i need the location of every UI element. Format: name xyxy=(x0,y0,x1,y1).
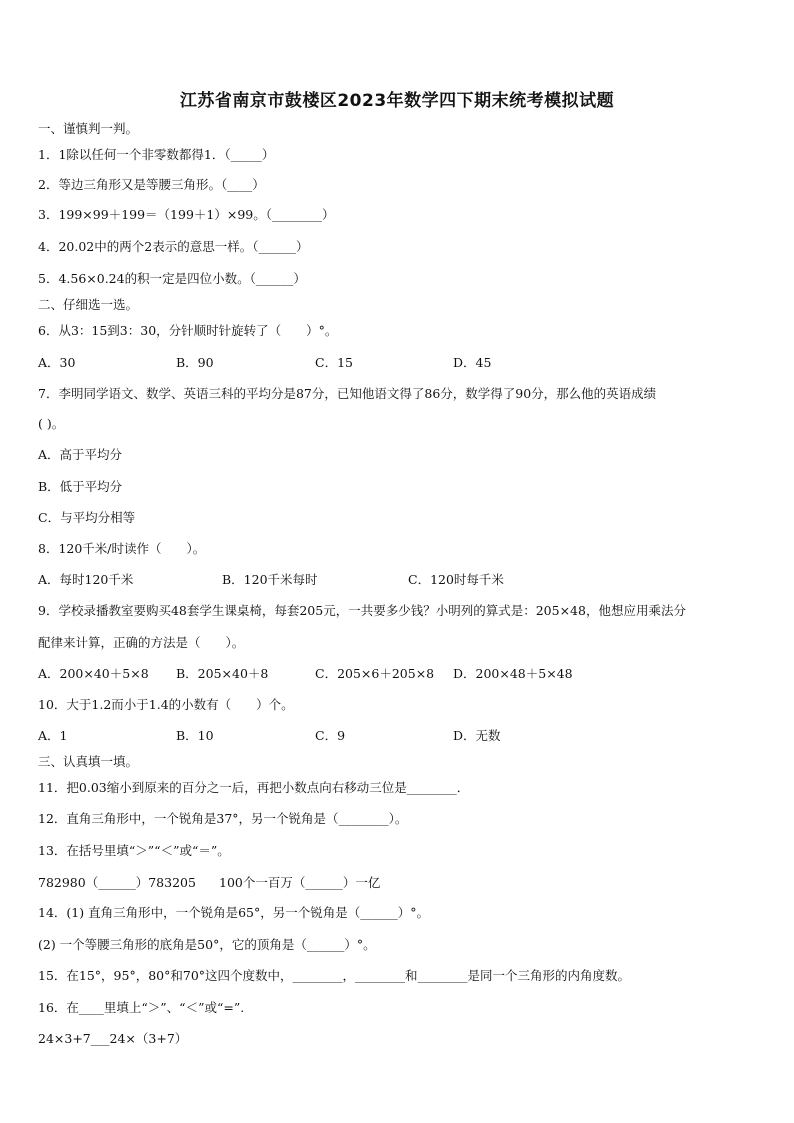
question-5: 5．4.56×0.24的积一定是四位小数。（______） xyxy=(38,271,306,286)
q6-option-b: B．90 xyxy=(176,355,214,370)
question-14-part-1: 14．(1) 直角三角形中，一个锐角是65°，另一个锐角是（______）°。 xyxy=(38,905,429,920)
question-9-line-2: 配律来计算，正确的方法是（ ）。 xyxy=(38,635,245,650)
question-13: 13．在括号里填“＞”“＜”或“＝”。 xyxy=(38,843,230,858)
page-title: 江苏省南京市鼓楼区2023年数学四下期末统考模拟试题 xyxy=(179,91,615,111)
q6-option-d: D．45 xyxy=(453,355,492,370)
question-10: 10．大于1.2而小于1.4的小数有（ ）个。 xyxy=(38,697,294,712)
q10-option-d: D．无数 xyxy=(453,728,501,743)
section-heading-3: 三、认真填一填。 xyxy=(38,754,139,769)
question-15: 15．在15°，95°，80°和70°这四个度数中，________，________和________是同一个三角形的内角度数。 xyxy=(38,968,631,983)
q6-option-c: C．15 xyxy=(315,355,353,370)
q10-option-a: A．1 xyxy=(38,728,68,743)
q7-option-a: A．高于平均分 xyxy=(38,447,123,462)
question-16: 16．在____里填上“＞”、“＜”或“=”. xyxy=(38,1000,245,1015)
question-1: 1．1除以任何一个非零数都得1．（_____） xyxy=(38,147,275,162)
question-14-part-2: (2) 一个等腰三角形的底角是50°，它的顶角是（______）°。 xyxy=(38,937,376,952)
question-7-line-2: ( )。 xyxy=(38,416,65,431)
question-11: 11．把0.03缩小到原来的百分之一后，再把小数点向右移动三位是________． xyxy=(38,780,470,795)
q16-expression: 24×3+7___24×（3+7） xyxy=(38,1031,188,1046)
section-heading-2: 二、仔细选一选。 xyxy=(38,297,139,312)
q10-option-b: B．10 xyxy=(176,728,214,743)
q8-option-b: B．120千米每时 xyxy=(222,572,318,587)
question-6: 6．从3：15到3：30，分针顺时针旋转了（ ）°。 xyxy=(38,323,338,338)
q7-option-b: B．低于平均分 xyxy=(38,479,123,494)
q10-option-c: C．9 xyxy=(315,728,346,743)
q9-option-a: A．200×40＋5×8 xyxy=(38,666,149,681)
q6-option-a: A．30 xyxy=(38,355,76,370)
q7-option-c: C．与平均分相等 xyxy=(38,510,136,525)
question-8: 8．120千米/时读作（ ）。 xyxy=(38,541,206,556)
q13-comparison-b: 100个一百万（______）一亿 xyxy=(219,875,381,890)
q9-option-c: C．205×6＋205×8 xyxy=(315,666,435,681)
q8-option-a: A．每时120千米 xyxy=(38,572,134,587)
question-9-line-1: 9．学校录播教室要购买48套学生课桌椅，每套205元，一共要多少钱？小明列的算式是：205×48，他想应用乘法分 xyxy=(38,603,686,618)
q9-option-d: D．200×48＋5×48 xyxy=(453,666,573,681)
question-12: 12．直角三角形中，一个锐角是37°，另一个锐角是（________）。 xyxy=(38,811,408,826)
q9-option-b: B．205×40＋8 xyxy=(176,666,269,681)
question-3: 3．199×99＋199＝（199＋1）×99。（________） xyxy=(38,207,335,222)
section-heading-1: 一、谨慎判一判。 xyxy=(38,121,139,136)
q8-option-c: C．120时每千米 xyxy=(408,572,504,587)
question-4: 4．20.02中的两个2表示的意思一样。（______） xyxy=(38,239,309,254)
question-2: 2．等边三角形又是等腰三角形。（____） xyxy=(38,177,265,192)
q13-comparison-a: 782980（______）783205 xyxy=(38,875,196,890)
question-7-line-1: 7．李明同学语文、数学、英语三科的平均分是87分，已知他语文得了86分，数学得了90分，那么他的英语成绩 xyxy=(38,386,657,401)
